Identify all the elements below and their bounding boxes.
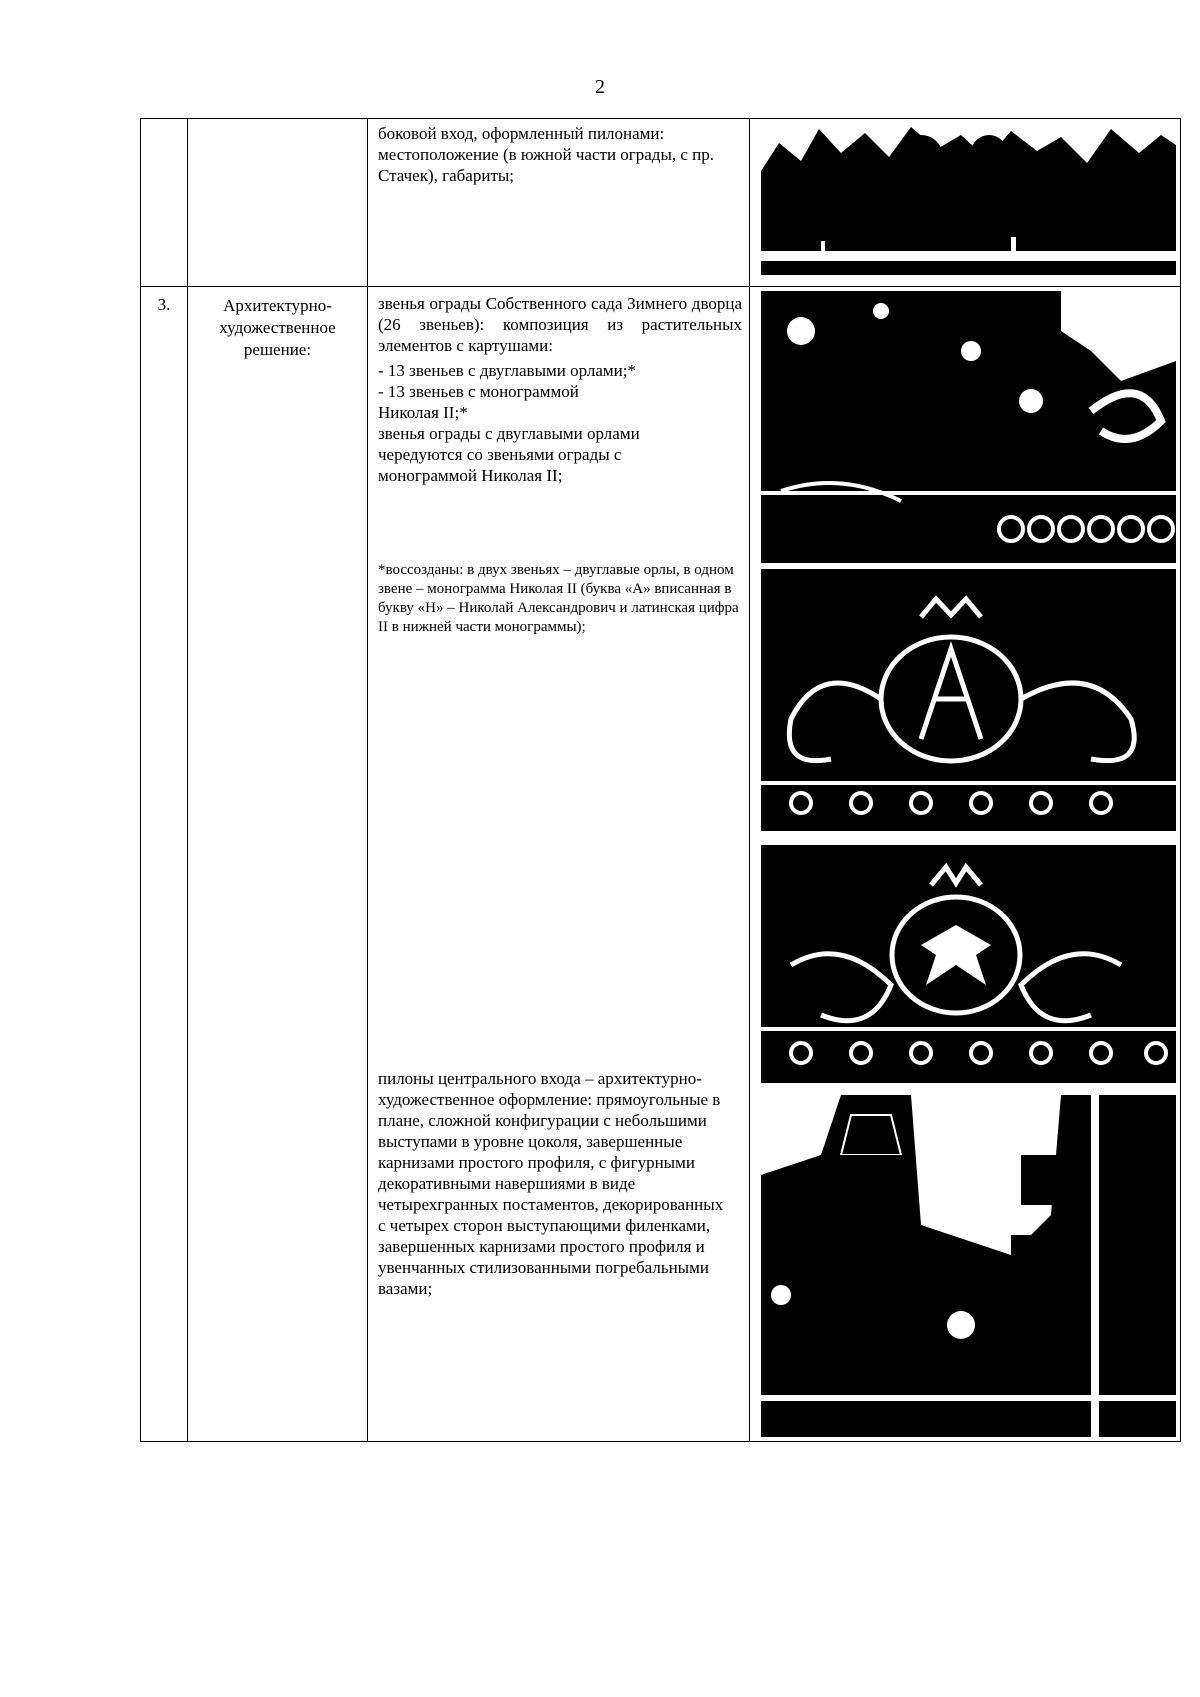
photo-fence-double-eagle (761, 845, 1176, 1083)
page-number: 2 (595, 76, 605, 98)
row-number-cell (141, 119, 188, 287)
fence-list-eagles: - 13 звеньев с двуглавыми орлами;* (378, 361, 636, 380)
row-name-cell (188, 119, 368, 287)
side-entrance-text: боковой вход, оформленный пилонами: местоположение (в южной части ограды, с пр. Стачек), габариты; (378, 124, 715, 185)
row-name-cell: Архитектурно-художественное решение: (188, 287, 368, 1442)
row-description-cell (368, 287, 750, 1442)
table-row-architectural-solution (141, 287, 1181, 1442)
fence-alternation-text: звенья ограды с двуглавыми орлами чередуются со звеньями ограды с монограммой Николая II; (378, 424, 640, 485)
recreation-note: *воссозданы: в двух звеньях – двуглавые орлы, в одном звене – монограмма Николая II (буква «А» вписанная в букву «Н» – Николай Александрович и латинская цифра II в нижней части монограммы); (378, 562, 739, 635)
central-pylons-text: пилоны центрального входа – архитектурно-художественное оформление: прямоугольные в плане, сложной конфигурации с небольшими выступами в уровне цоколя, завершенные карнизами простого профиля, с фигурными декоративными навершиями в виде четырехгранных постаментов, декорированных с четырех сторон выступающими филенками, завершенных карнизами простого профиля и увенчанных стилизованными погребальными вазами; (378, 1069, 724, 1298)
protection-subject-table (140, 118, 1181, 1442)
photo-fence-link-foliage (761, 291, 1176, 563)
photo-side-entrance-trees (761, 123, 1176, 275)
row-description-cell (368, 119, 750, 287)
fence-links-intro: звенья ограды Собственного сада Зимнего дворца (26 звеньев): композиция из растительных элементов с картушами: (378, 294, 742, 355)
row-photo-cell (750, 119, 1181, 287)
row-number-cell: 3. (141, 287, 188, 1442)
fence-list-monogram: - 13 звеньев с монограммой Николая II;* (378, 382, 579, 422)
photo-fence-monogram (761, 569, 1176, 831)
photo-central-pylons (761, 1095, 1176, 1437)
row-photo-cell (750, 287, 1181, 1442)
table-row-side-entrance (141, 119, 1181, 287)
